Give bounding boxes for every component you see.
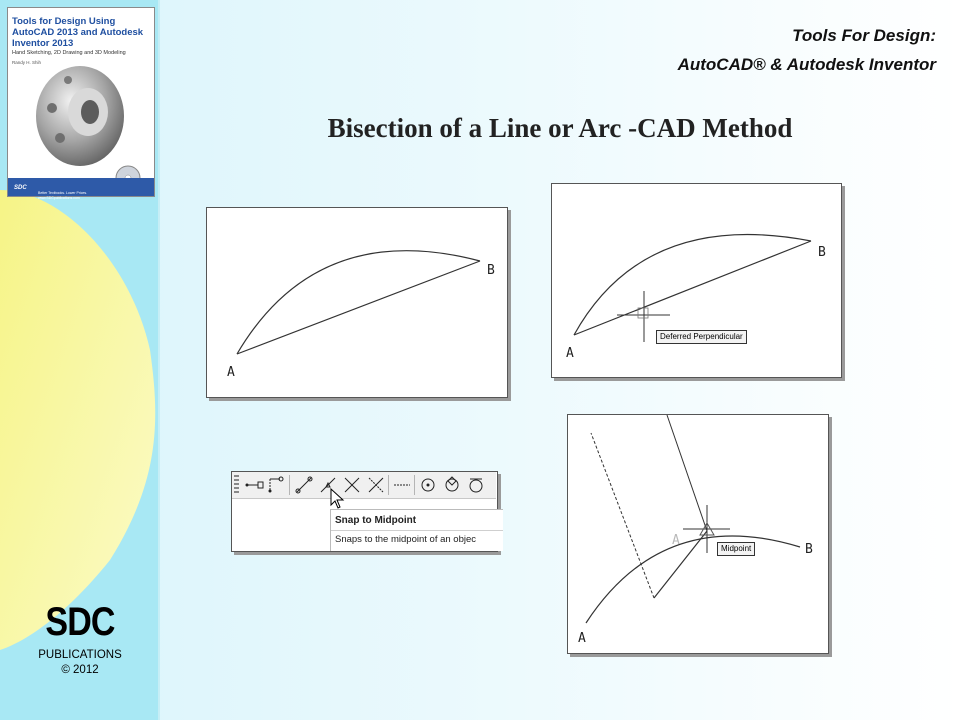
cover-publisher-slogan: Better Textbooks. Lower Prices. xyxy=(38,191,88,195)
dashed-construction-line xyxy=(591,433,654,598)
snap-to-midpoint-tooltip xyxy=(330,509,503,551)
quadrant-snap-icon[interactable] xyxy=(442,475,462,495)
label-a: A xyxy=(566,346,574,361)
extension-snap-icon[interactable] xyxy=(392,475,412,495)
object-snap-toolbar xyxy=(232,472,496,499)
label-b: B xyxy=(487,263,495,278)
panel-osnap-toolbar xyxy=(231,471,498,552)
endpoint-snap-icon[interactable] xyxy=(244,475,264,495)
header-line-1: Tools For Design: xyxy=(792,26,936,45)
cover-author: Randy H. Shih xyxy=(12,60,42,65)
tooltip-title: Snap to Midpoint xyxy=(335,515,417,526)
toolbar-separator xyxy=(289,475,290,495)
deferred-perp-drawing xyxy=(552,184,841,377)
header-line-2: AutoCAD® & Autodesk Inventor xyxy=(677,55,936,74)
endpoint-perp-snap-icon[interactable] xyxy=(266,475,286,495)
publisher-text xyxy=(0,648,160,678)
publisher-name: PUBLICATIONS xyxy=(38,649,122,661)
line-snap-icon[interactable] xyxy=(294,475,314,495)
cover-subtitle: Hand Sketching, 2D Drawing and 3D Modeling xyxy=(12,50,126,56)
panel-midpoint xyxy=(567,414,829,654)
label-b: B xyxy=(818,245,826,260)
toolbar-separator xyxy=(414,475,415,495)
arc xyxy=(574,235,811,335)
toolbar-separator xyxy=(388,475,389,495)
arc-chord-drawing xyxy=(207,208,507,397)
label-a: A xyxy=(227,365,235,380)
cover-publisher-logo: SDC xyxy=(14,185,27,191)
apparent-intersection-snap-icon[interactable] xyxy=(366,475,386,495)
ghost-label-a: A xyxy=(672,533,680,548)
cover-publisher-url: www.SDCpublications.com xyxy=(38,196,80,200)
cover-title: Tools for Design Using AutoCAD 2013 and Autodesk Inventor 2013 xyxy=(12,16,144,49)
center-snap-icon[interactable] xyxy=(418,475,438,495)
label-a: A xyxy=(578,631,586,646)
arc xyxy=(237,251,480,354)
chord-line xyxy=(237,261,480,354)
tangent-snap-icon[interactable] xyxy=(466,475,486,495)
book-cover xyxy=(7,7,155,200)
deferred-perpendicular-tooltip: Deferred Perpendicular xyxy=(656,330,747,344)
label-b: B xyxy=(805,542,813,557)
tooltip-divider xyxy=(331,530,503,531)
grip-icon[interactable] xyxy=(234,475,239,495)
perpendicular-line xyxy=(667,415,707,531)
tooltip-description: Snaps to the midpoint of an objec xyxy=(335,534,477,545)
publisher-logo: SDC xyxy=(45,600,115,644)
mouse-pointer-icon xyxy=(329,488,349,510)
publisher-copyright: © 2012 xyxy=(61,664,99,676)
midpoint-drawing xyxy=(568,415,828,653)
panel-arc-chord xyxy=(206,207,508,398)
bisector-segment xyxy=(654,531,707,598)
midpoint-tooltip: Midpoint xyxy=(717,542,755,556)
panel-deferred-perpendicular xyxy=(551,183,842,378)
slide-title: Bisection of a Line or Arc -CAD Method xyxy=(327,113,793,143)
